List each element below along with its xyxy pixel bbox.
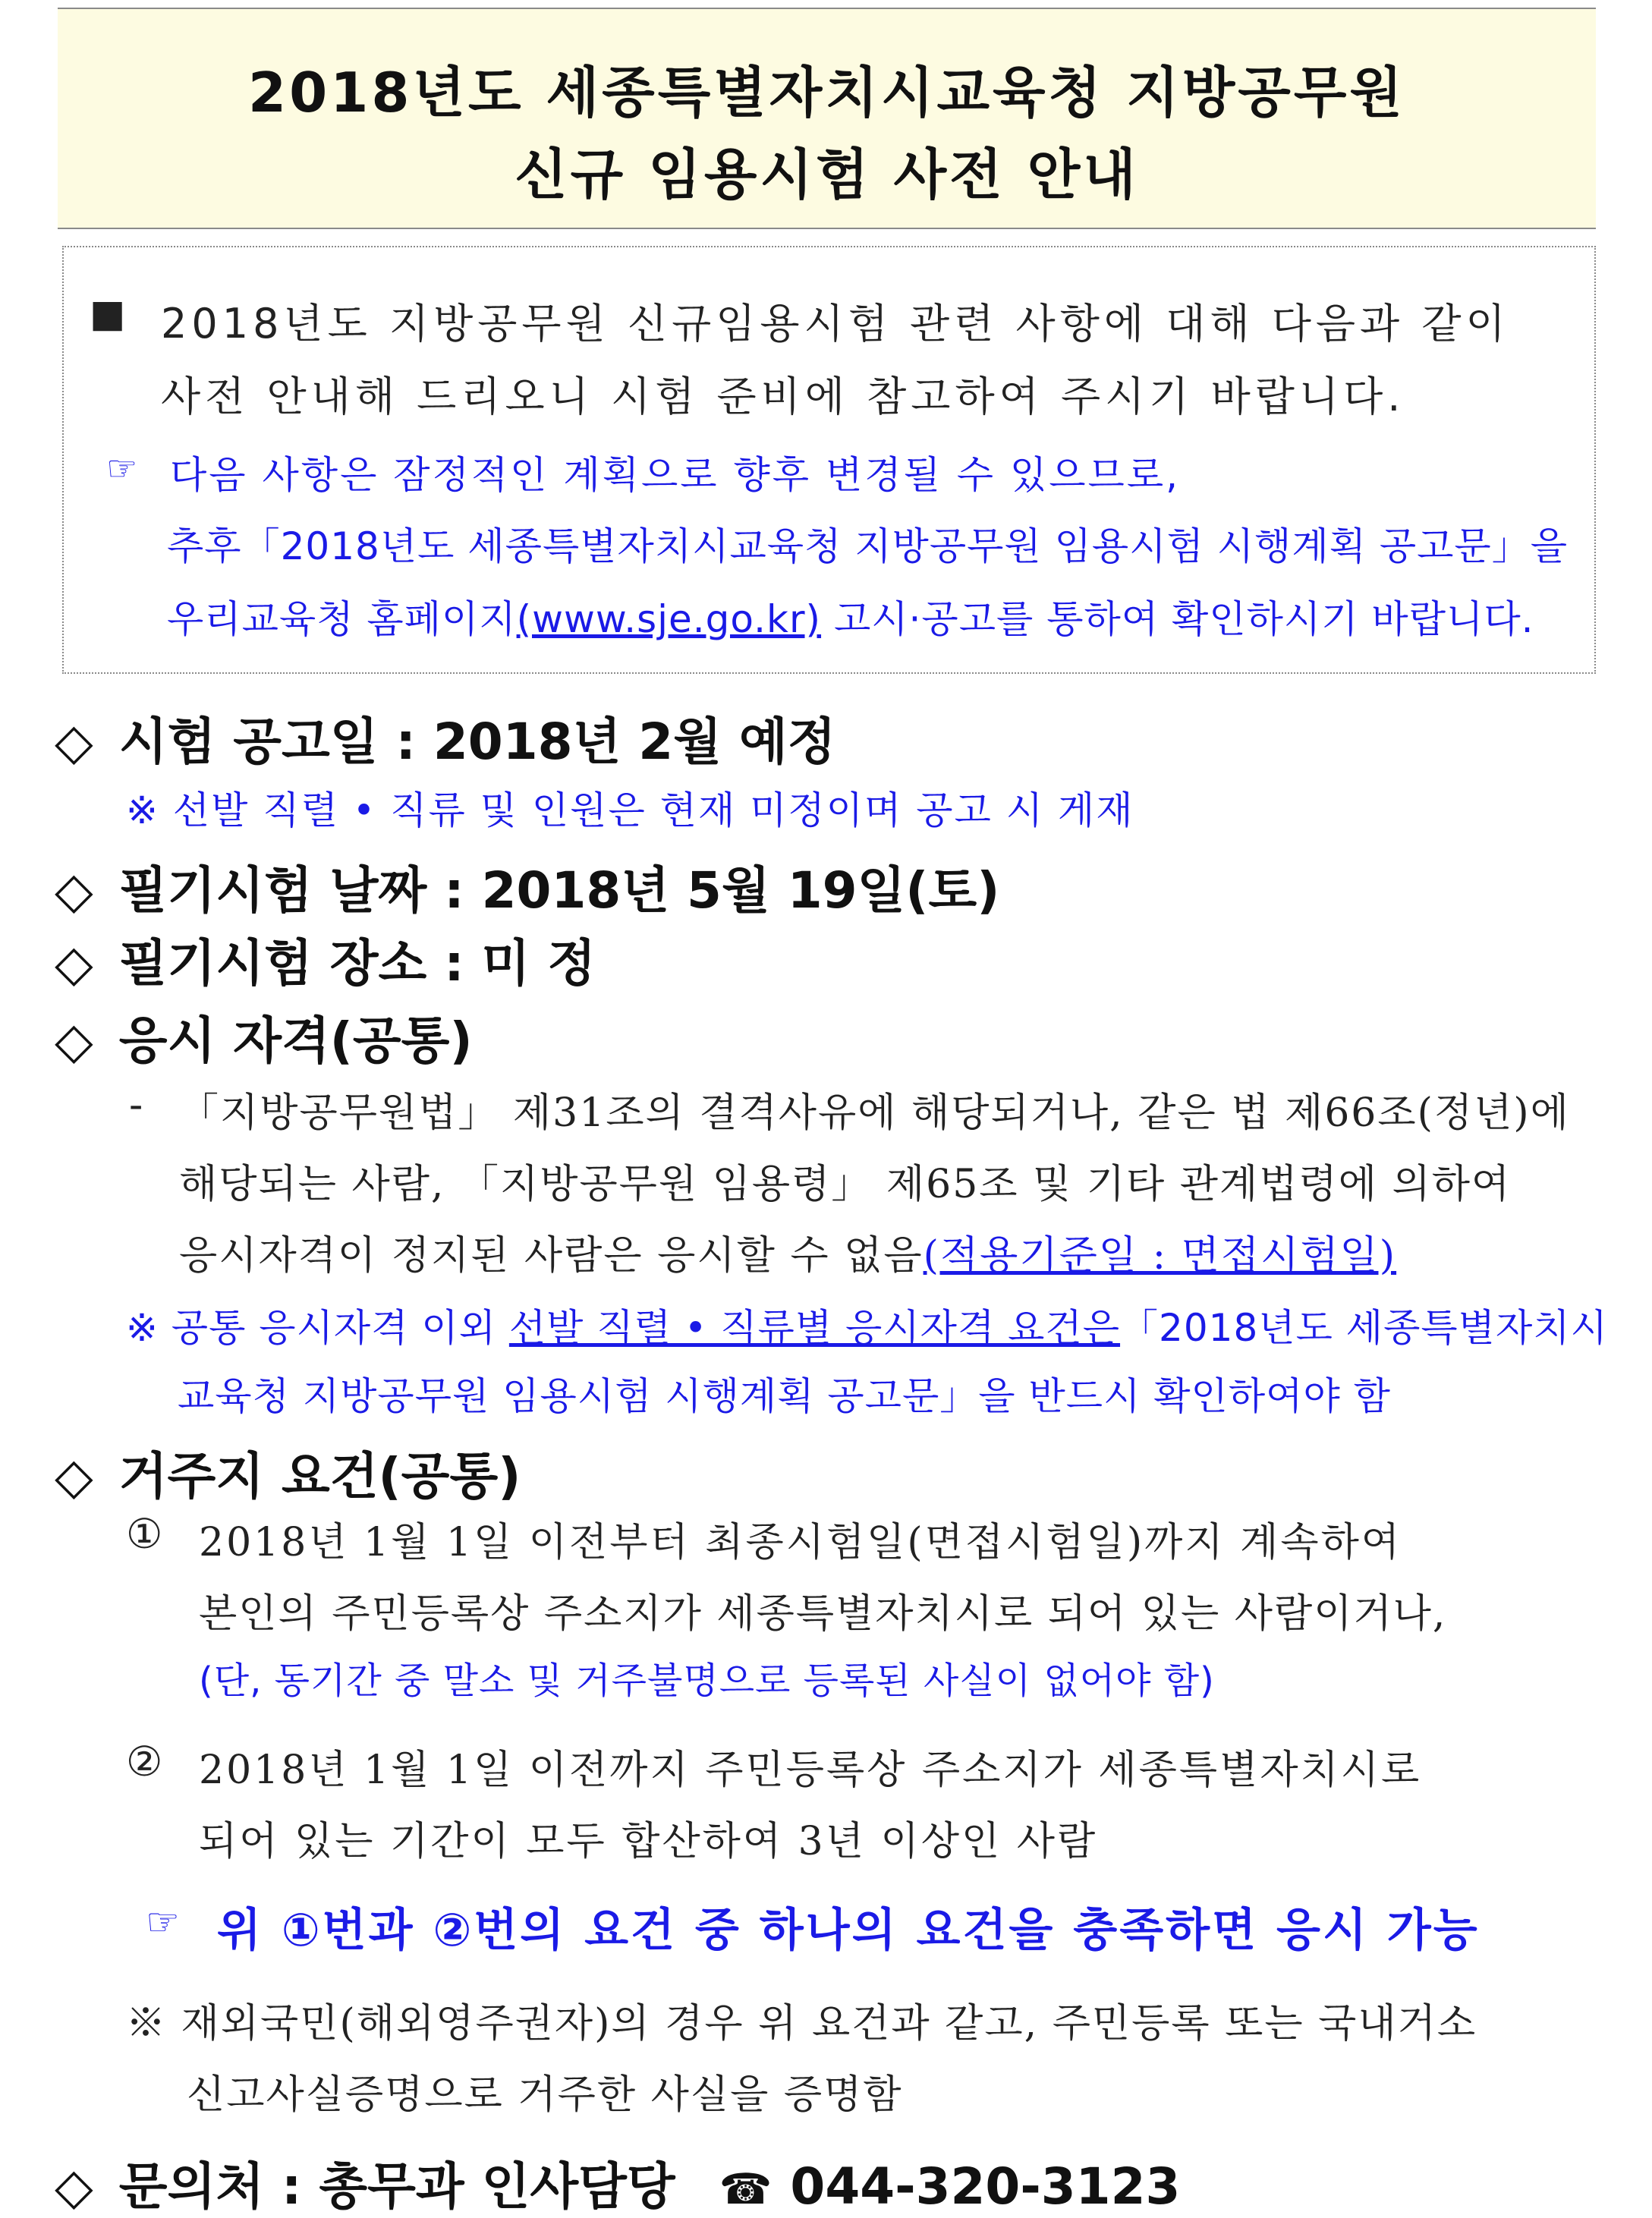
qualification-line-1: 「지방공무원법」 제31조의 결격사유에 해당되거나, 같은 법 제66조(정년)에 — [179, 1090, 1570, 1136]
qualification-line-3-text: 응시자격이 정지된 사람은 응시할 수 없음 — [179, 1233, 924, 1279]
title-box — [58, 8, 1596, 229]
circled-number-1: ① — [126, 1510, 163, 1558]
section-qualification-heading — [55, 1000, 473, 1072]
circled-number-2: ② — [126, 1738, 163, 1785]
diamond-icon: ◇ — [55, 1447, 93, 1505]
qualification-line-3 — [179, 1223, 1396, 1280]
homepage-link[interactable]: (www.sje.go.kr) — [516, 597, 822, 641]
section-written-place-heading — [55, 923, 596, 995]
notice-line-1: 2018년도 지방공무원 신규임용시험 관련 사항에 대해 다음과 같이 — [161, 300, 1510, 348]
diamond-icon: ◇ — [55, 713, 93, 771]
section-announce-heading — [55, 701, 835, 773]
written-date-heading-text: 필기시험 날짜 : 2018년 5월 19일(토) — [118, 861, 1000, 920]
announce-heading-text: 시험 공고일 : 2018년 2월 예정 — [118, 713, 836, 771]
square-bullet-icon: ■ — [90, 291, 126, 335]
dash-bullet: - — [129, 1081, 143, 1128]
qualification-line-2: 해당되는 사람, 「지방공무원 임용령」 제65조 및 기타 관계법령에 의하여 — [179, 1162, 1512, 1207]
notice-blue-line-1: 다음 사항은 잠정적인 계획으로 향후 변경될 수 있으므로, — [170, 453, 1181, 497]
section-residence-heading — [55, 1436, 521, 1508]
qualification-note-2: 교육청 지방공무원 임용시험 시행계획 공고문」을 반드시 확인하여야 함 — [178, 1374, 1391, 1418]
written-place-heading-text: 필기시험 장소 : 미 정 — [118, 934, 596, 993]
notice-blue-line-3-tail: 고시·공고를 통하여 확인하시기 바랍니다. — [821, 597, 1534, 641]
notice-line-2: 사전 안내해 드리오니 시험 준비에 참고하여 주시기 바랍니다. — [161, 373, 1405, 420]
diamond-icon: ◇ — [55, 861, 93, 920]
qualification-note-1-tail: 「2018년도 세종특별자치시 — [1120, 1306, 1608, 1350]
qualification-note-1 — [126, 1298, 1608, 1352]
qualification-note-1-underline: 선발 직렬 • 직류별 응시자격 요건은 — [508, 1306, 1121, 1350]
residence-item2-line-2: 되어 있는 기간이 모두 합산하여 3년 이상인 사람 — [199, 1819, 1098, 1864]
phone-icon: ☎ — [719, 2165, 773, 2214]
section-contact-heading — [55, 2146, 1180, 2218]
highlight-pointer-icon: ☞ — [146, 1900, 180, 1944]
residence-note-line-2: 신고사실증명으로 거주한 사실을 증명함 — [187, 2072, 903, 2118]
page-title-line2: 신규 임용시험 사전 안내 — [514, 143, 1139, 206]
hand-pointer-icon: ☞ — [106, 448, 138, 489]
diamond-icon: ◇ — [55, 934, 93, 993]
notice-blue-line-3 — [167, 589, 1534, 643]
notice-blue-line-2: 추후「2018년도 세종특별자치시교육청 지방공무원 임용시험 시행계획 공고문」을 — [167, 524, 1569, 568]
residence-heading-text: 거주지 요건(공통) — [118, 1447, 521, 1505]
diamond-icon: ◇ — [55, 2157, 93, 2216]
residence-note-line-1: ※ 재외국민(해외영주권자)의 경우 위 요건과 같고, 주민등록 또는 국내거소 — [126, 2001, 1477, 2047]
contact-phone: 044-320-3123 — [790, 2157, 1181, 2216]
residence-highlight: 위 ①번과 ②번의 요건 중 하나의 요건을 충족하면 응시 가능 — [217, 1904, 1480, 1957]
qualification-note-1-text: ※ 공통 응시자격 이외 — [126, 1306, 509, 1350]
page-title-line1: 2018년도 세종특별자치시교육청 지방공무원 — [248, 61, 1405, 124]
contact-heading-text: 문의처 : 총무과 인사담당 — [118, 2157, 675, 2216]
diamond-icon: ◇ — [55, 1011, 93, 1070]
announce-note: ※ 선발 직렬 • 직류 및 인원은 현재 미정이며 공고 시 게재 — [126, 788, 1134, 832]
qualification-line-3-basis: (적용기준일 : 면접시험일) — [923, 1233, 1397, 1279]
qualification-heading-text: 응시 자격(공통) — [118, 1011, 473, 1070]
residence-item1-line-2: 본인의 주민등록상 주소지가 세종특별자치시로 되어 있는 사람이거나, — [199, 1591, 1447, 1637]
residence-item2-line-1: 2018년 1월 1일 이전까지 주민등록상 주소지가 세종특별자치시로 — [199, 1748, 1422, 1793]
residence-item1-note: (단, 동기간 중 말소 및 거주불명으로 등록된 사실이 없어야 함) — [199, 1660, 1215, 1702]
section-written-date-heading — [55, 850, 999, 922]
residence-item1-line-1: 2018년 1월 1일 이전부터 최종시험일(면접시험일)까지 계속하여 — [199, 1520, 1402, 1565]
notice-blue-line-3-text: 우리교육청 홈페이지 — [167, 597, 517, 641]
